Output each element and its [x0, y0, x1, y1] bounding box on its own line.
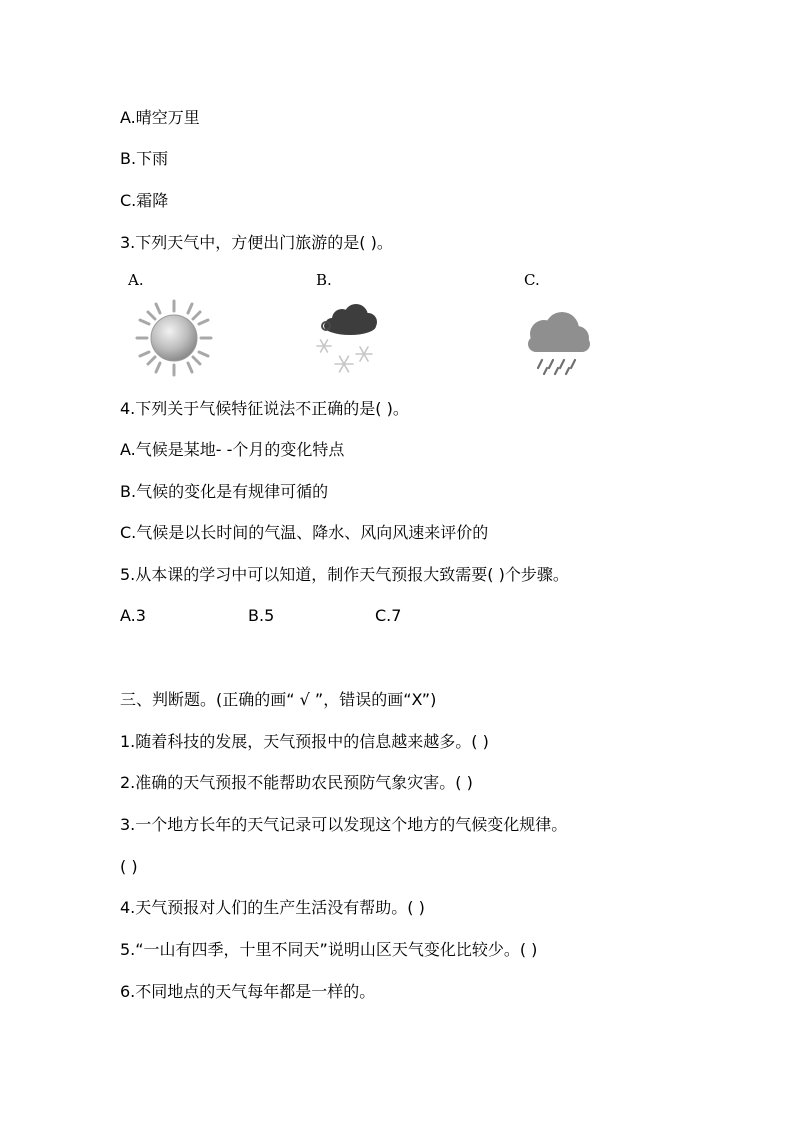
- q2-option-b: B.下雨: [120, 149, 169, 168]
- tf-item-5: 5.“一山有四季，十里不同天”说明山区天气变化比较少。( ): [120, 940, 538, 959]
- q2-option-c: C.霜降: [120, 191, 169, 210]
- tf-item-4: 4.天气预报对人们的生产生活没有帮助。( ): [120, 898, 425, 917]
- section3-heading: 三、判断题。(正确的画“ √ ”，错误的画“X”): [120, 690, 437, 709]
- q3-option-b-label: B.: [316, 271, 332, 289]
- q5-option-b: B.5: [248, 606, 275, 625]
- tf-item-2: 2.准确的天气预报不能帮助农民预防气象灾害。( ): [120, 773, 473, 792]
- q3-option-a-label: A.: [128, 271, 144, 289]
- tf-item-1: 1.随着科技的发展，天气预报中的信息越来越多。( ): [120, 732, 489, 751]
- q4-question: 4.下列关于气候特征说法不正确的是( )。: [120, 399, 409, 418]
- q4-option-b: B.气候的变化是有规律可循的: [120, 482, 329, 501]
- q2-option-a: A.晴空万里: [120, 108, 200, 127]
- q5-option-a: A.3: [120, 606, 146, 625]
- q4-option-c: C.气候是以长时间的气温、降水、风向风速来评价的: [120, 523, 489, 542]
- sun-icon: [134, 298, 214, 378]
- tf-item-3-blank: ( ): [120, 857, 138, 876]
- snow-cloud-icon: [312, 302, 388, 380]
- q3-option-c-label: C.: [524, 271, 540, 289]
- tf-item-3: 3.一个地方长年的天气记录可以发现这个地方的气候变化规律。: [120, 815, 568, 834]
- q3-question: 3.下列天气中，方便出门旅游的是( )。: [120, 233, 393, 252]
- rain-cloud-icon: [522, 310, 596, 376]
- tf-item-6: 6.不同地点的天气每年都是一样的。: [120, 982, 376, 1001]
- q4-option-a: A.气候是某地- -个月的变化特点: [120, 440, 345, 459]
- q5-option-c: C.7: [375, 606, 402, 625]
- q5-question: 5.从本课的学习中可以知道，制作天气预报大致需要( )个步骤。: [120, 565, 569, 584]
